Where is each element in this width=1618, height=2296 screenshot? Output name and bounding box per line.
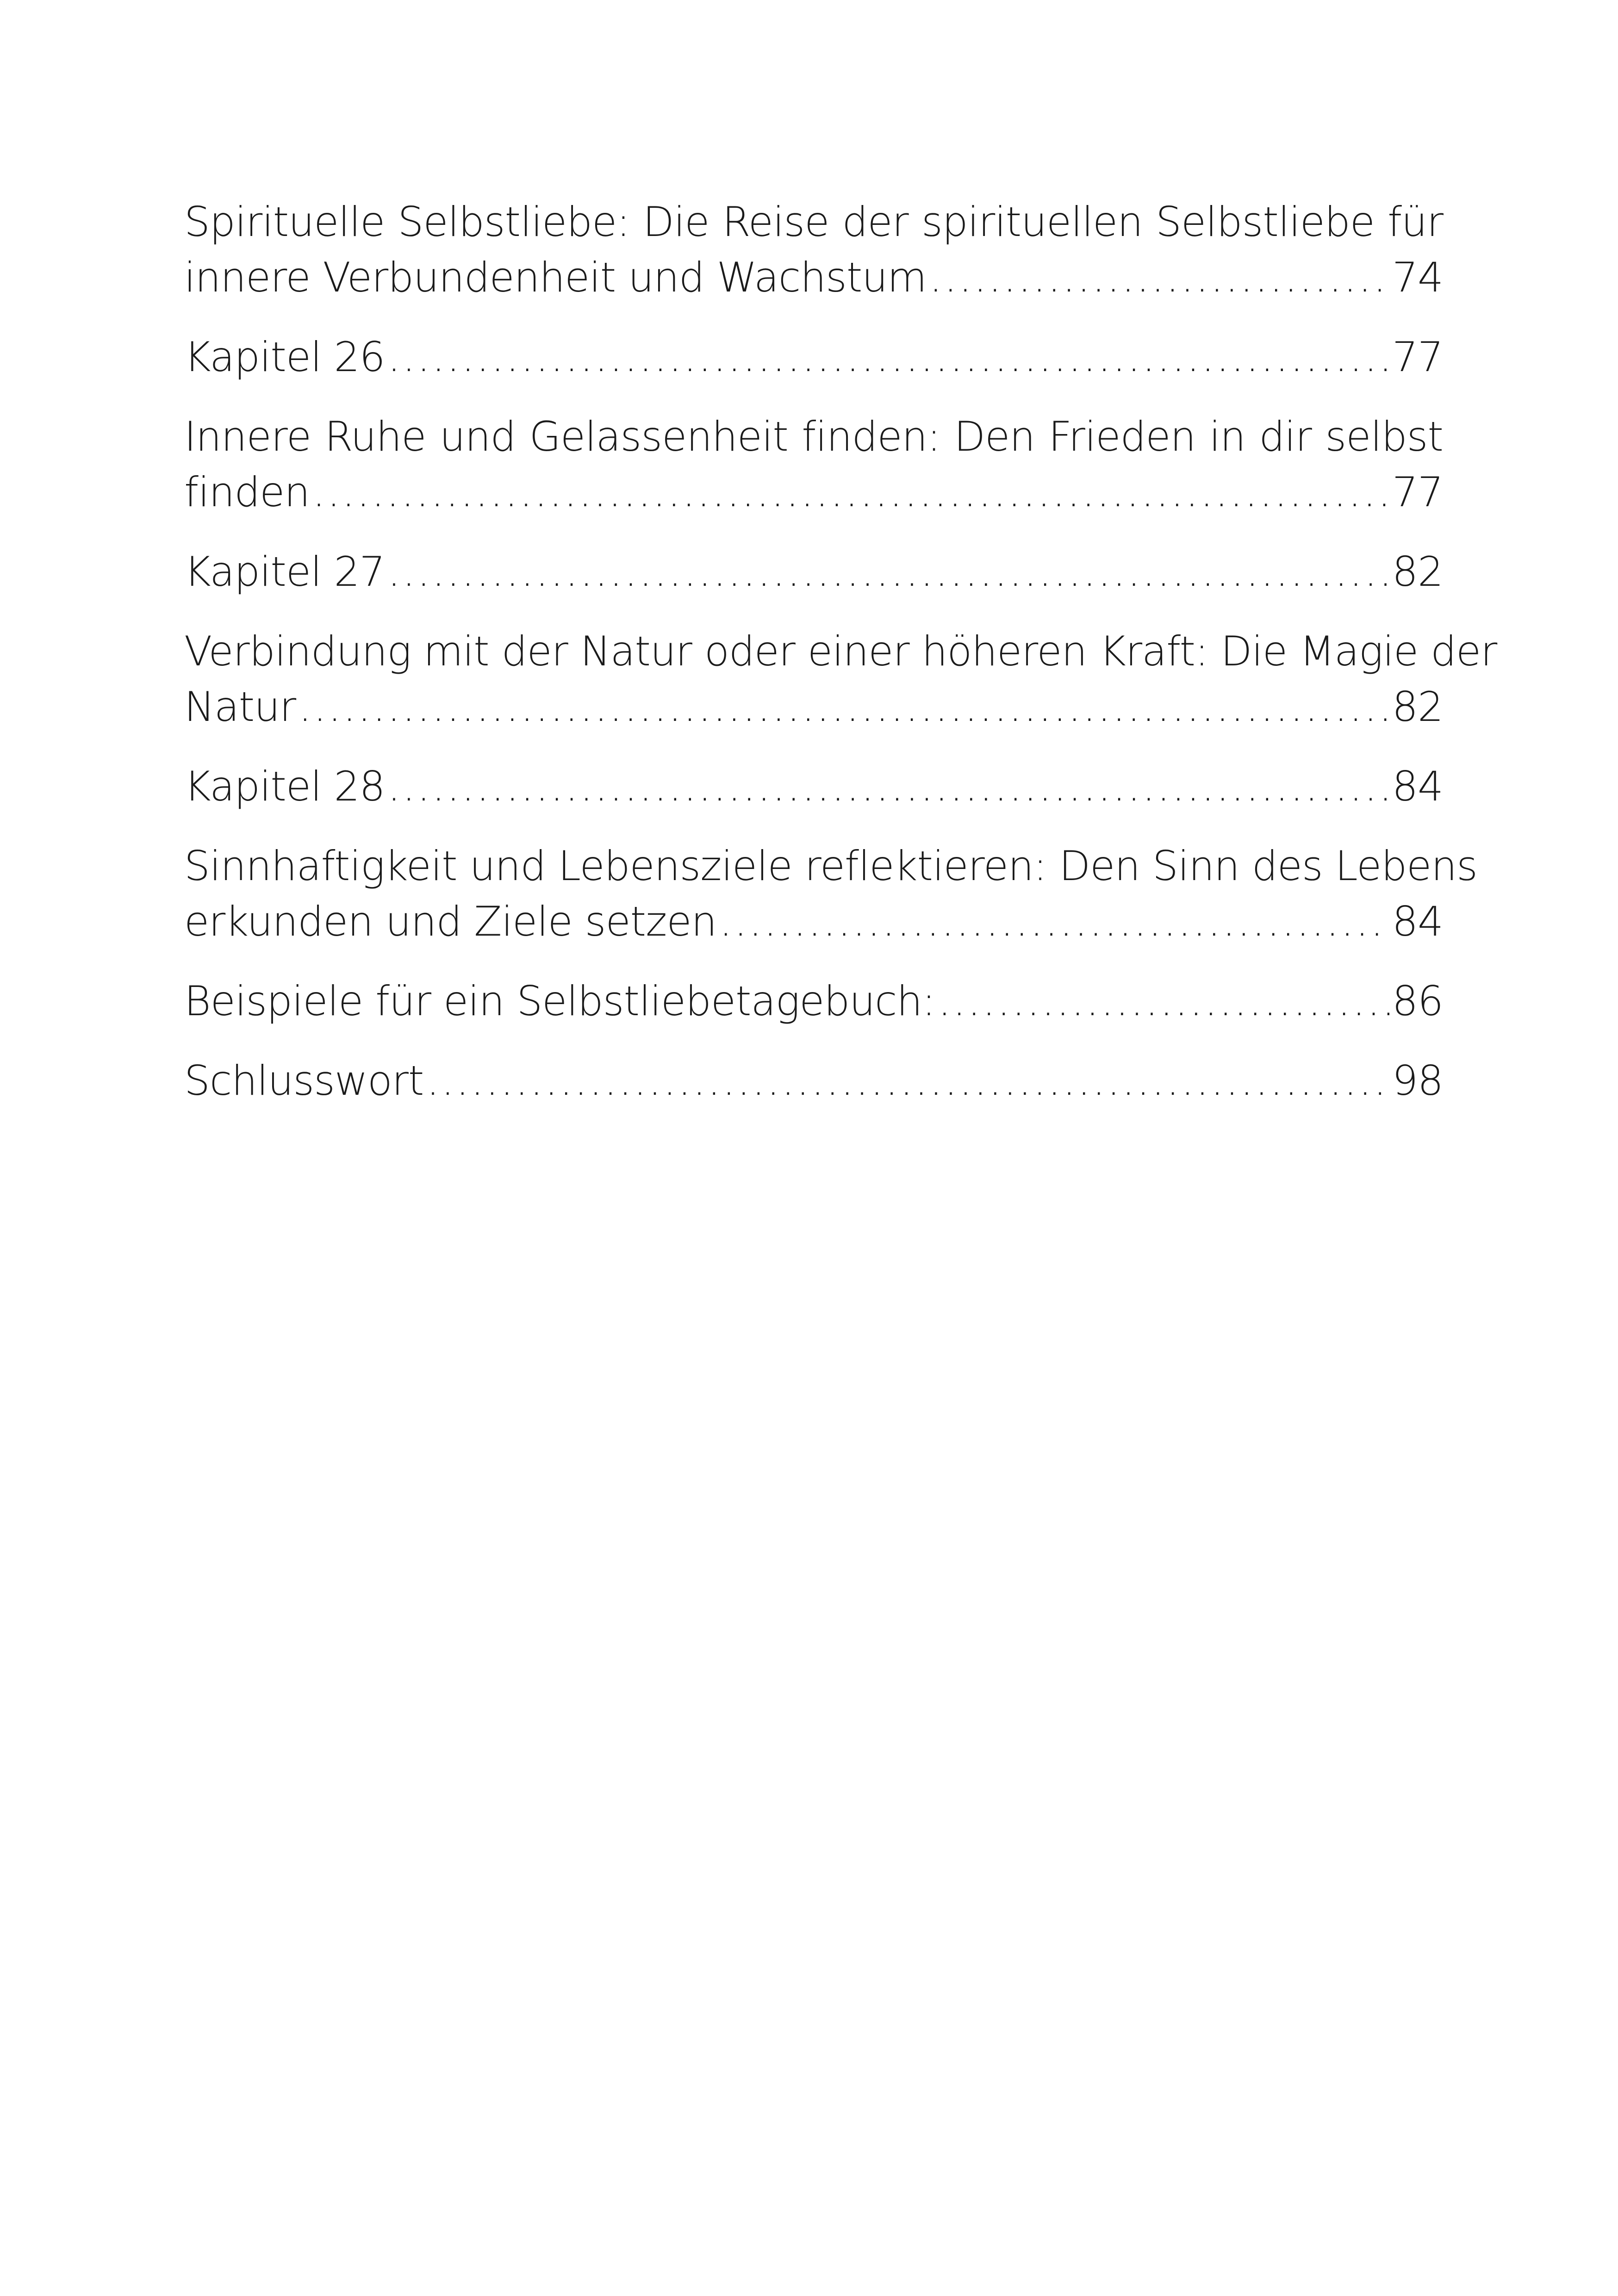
toc-entry-verbindung-natur[interactable] (184, 624, 1497, 735)
toc-page-number: 98 (1392, 1057, 1443, 1105)
toc-entry-last-line (184, 250, 1443, 305)
table-of-contents (184, 194, 1497, 1133)
toc-page-number: 84 (1392, 898, 1443, 945)
dot-leader (719, 894, 1389, 949)
toc-entry-title-line: Verbindung mit der Natur oder einer höheren Kraft: Die Magie der (184, 627, 1497, 675)
toc-entry-kapitel-28[interactable] (184, 759, 1443, 814)
dot-leader (938, 974, 1389, 1029)
dot-leader (929, 250, 1389, 305)
toc-entry-last-line (184, 759, 1443, 814)
toc-entry-title: Kapitel 27 (184, 548, 385, 596)
dot-leader (426, 1053, 1389, 1109)
toc-page-number: 86 (1392, 977, 1443, 1025)
toc-entry-last-line (184, 679, 1443, 735)
toc-entry-title-end: Natur (184, 683, 296, 731)
dot-leader (387, 544, 1389, 600)
dot-leader (387, 329, 1389, 385)
toc-page-number: 82 (1392, 548, 1443, 596)
toc-entry-title-line: Innere Ruhe und Gelassenheit finden: Den Frieden in dir selbst (184, 413, 1443, 460)
toc-entry-title: Beispiele für ein Selbstliebetagebuch: (184, 977, 935, 1025)
toc-entry-title-end: innere Verbundenheit und Wachstum (184, 254, 927, 301)
toc-entry-sinnhaftigkeit[interactable] (184, 838, 1477, 949)
toc-page-number: 84 (1392, 763, 1443, 810)
dot-leader (299, 679, 1389, 735)
toc-entry-last-line (184, 329, 1443, 385)
toc-entry-spirituelle-selbstliebe[interactable] (184, 194, 1443, 305)
toc-entry-title-end: finden (184, 468, 310, 516)
toc-entry-kapitel-27[interactable] (184, 544, 1443, 600)
toc-entry-beispiele-tagebuch[interactable] (184, 974, 1443, 1029)
toc-entry-innere-ruhe[interactable] (184, 409, 1443, 520)
toc-page-number: 74 (1392, 254, 1443, 301)
toc-entry-last-line (184, 894, 1443, 949)
toc-entry-last-line (184, 1053, 1443, 1109)
toc-entry-schlusswort[interactable] (184, 1053, 1443, 1109)
toc-entry-title-end: erkunden und Ziele setzen (184, 898, 717, 945)
toc-entry-title: Kapitel 26 (184, 333, 385, 381)
toc-entry-last-line (184, 544, 1443, 600)
toc-entry-last-line (184, 974, 1443, 1029)
toc-entry-title-line: Sinnhaftigkeit und Lebensziele reflektieren: Den Sinn des Lebens (184, 842, 1477, 890)
dot-leader (387, 759, 1389, 814)
toc-entry-title: Schlusswort (184, 1057, 424, 1105)
dot-leader (312, 465, 1389, 520)
toc-page-number: 82 (1392, 683, 1443, 731)
toc-entry-title: Kapitel 28 (184, 763, 385, 810)
toc-page-number: 77 (1392, 333, 1443, 381)
toc-entry-last-line (184, 465, 1443, 520)
toc-entry-kapitel-26[interactable] (184, 329, 1443, 385)
toc-entry-title-line: Spirituelle Selbstliebe: Die Reise der spirituellen Selbstliebe für (184, 198, 1443, 246)
toc-page-number: 77 (1392, 468, 1443, 516)
